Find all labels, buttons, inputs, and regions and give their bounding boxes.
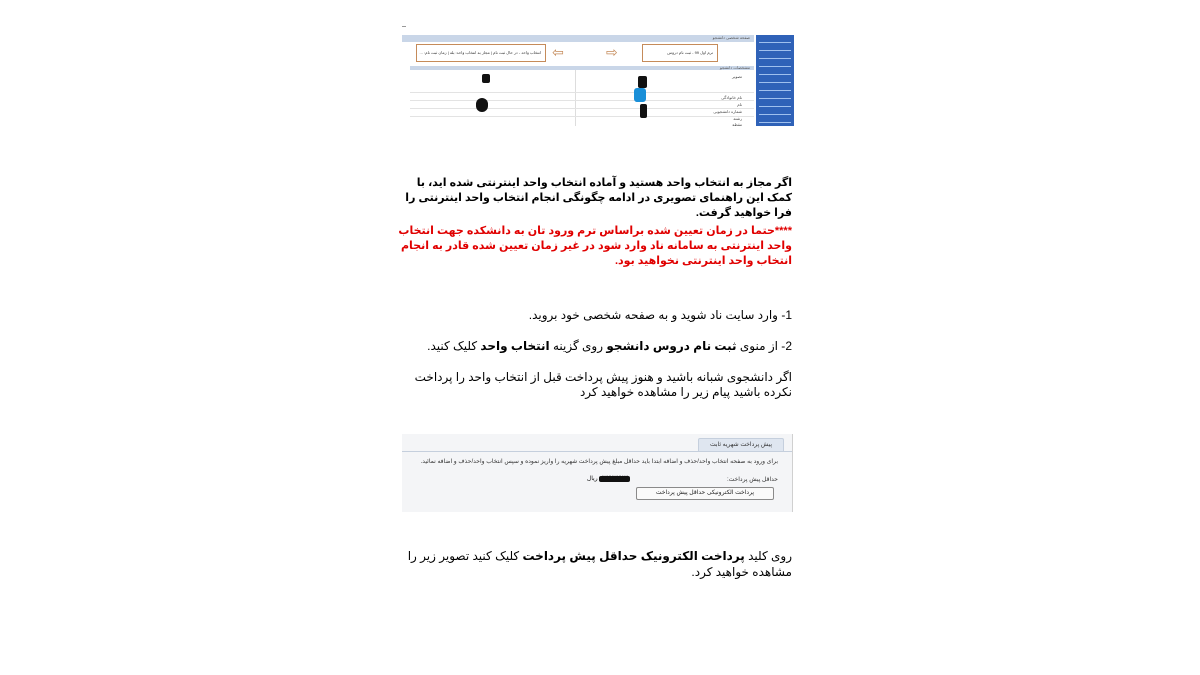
redacted-photo — [482, 74, 490, 83]
option-name: انتخاب واحد — [480, 339, 550, 353]
screenshot-side-menu — [756, 35, 794, 126]
step-2 — [395, 338, 792, 354]
screenshot-label: تصویر — [732, 74, 742, 79]
step-1: 1- وارد سایت ناد شوید و به صفحه شخصی خود بروید. — [528, 308, 792, 322]
screenshot-info-title: مشخصات دانشجو — [719, 65, 750, 70]
payment-instruction — [395, 548, 792, 580]
menu-name: ثبت نام دروس دانشجو — [606, 339, 737, 353]
screenshot-registration-box — [416, 44, 546, 62]
currency-label: ریال — [586, 476, 598, 482]
screenshot-label: شماره دانشجویی — [713, 109, 742, 114]
prepayment-message: برای ورود به صفحه انتخاب واحد/حذف و اضافه ابتدا باید حداقل مبلغ پیش پرداخت شهریه را واریز نموده و سپس انتخاب واحد/حذف و اضافه نمائید. — [420, 459, 778, 465]
student-photo-blur — [634, 88, 646, 102]
warning-paragraph: ****حتما در زمان تعیین شده براساس ترم ورود تان به دانشکده جهت انتخاب واحد اینترنتی به سامانه ناد وارد شود در غیر زمان تعیین شده قادر به انجام انتخاب واحد اینترنتی نخواهید بود. — [398, 225, 792, 267]
screenshot-label: نام خانوادگی — [721, 95, 742, 100]
redacted-amount: ######## — [601, 476, 628, 482]
right-arrow-icon: ⇨ — [606, 44, 618, 60]
min-prepayment-amount — [587, 475, 630, 482]
screenshot-topbar — [402, 35, 754, 42]
student-photo — [638, 76, 647, 88]
divider — [410, 116, 754, 117]
step-2-text: 2- از منوی — [736, 339, 792, 353]
screenshot-term-box — [642, 44, 718, 62]
instruction-text: کلیک کنید تصویر زیر را مشاهده خواهید کرد. — [407, 549, 792, 579]
prepayment-note: اگر دانشجوی شبانه باشید و هنوز پیش پرداخت قبل از انتخاب واحد را پرداخت نکرده باشید پیام زیر را مشاهده خواهید کرد — [414, 370, 792, 399]
screenshot-label: رشته — [733, 116, 742, 121]
divider — [410, 100, 754, 101]
prepayment-screenshot — [402, 434, 793, 512]
left-arrow-icon: ⇦ — [552, 44, 564, 60]
divider — [402, 451, 792, 452]
step-2-text: روی گزینه — [549, 339, 607, 353]
intro-paragraph: اگر مجاز به انتخاب واحد هستید و آماده انتخاب واحد اینترنتی شده اید، با کمک این راهنمای تصویری در ادامه چگونگی انجام انتخاب واحد اینترنتی را فرا خواهید گرفت. — [405, 177, 792, 219]
screenshot-label: مقطع — [732, 122, 742, 126]
student-page-screenshot — [402, 30, 794, 126]
step-2-text: کلیک کنید. — [427, 339, 481, 353]
screenshot-info-header — [410, 66, 754, 70]
student-photo — [640, 104, 647, 118]
divider — [410, 108, 754, 109]
redacted-photo — [476, 98, 488, 112]
screenshot-registration-text: انتخاب واحد - در حال ثبت نام | مجاز به انتخاب واحد: بله | زمان ثبت نام: ... — [419, 50, 541, 55]
divider — [575, 70, 576, 126]
instruction-text: روی کلید — [744, 549, 792, 563]
prepayment-tab: پیش پرداخت شهریه ثابت — [698, 438, 784, 451]
screenshot-topbar-title: صفحه شخصی دانشجو — [712, 35, 750, 40]
divider — [410, 92, 754, 93]
screenshot-label: نام — [737, 102, 742, 107]
screenshot-term-text: ترم اول 99 - ثبت نام دروس — [667, 50, 713, 55]
min-prepayment-label: حداقل پیش پرداخت: — [727, 477, 778, 483]
button-name: پرداخت الکترونیک حداقل پیش پرداخت — [522, 549, 745, 563]
page-header-mark — [402, 26, 406, 27]
electronic-payment-button[interactable]: پرداخت الکترونیکی حداقل پیش پرداخت — [636, 487, 774, 500]
